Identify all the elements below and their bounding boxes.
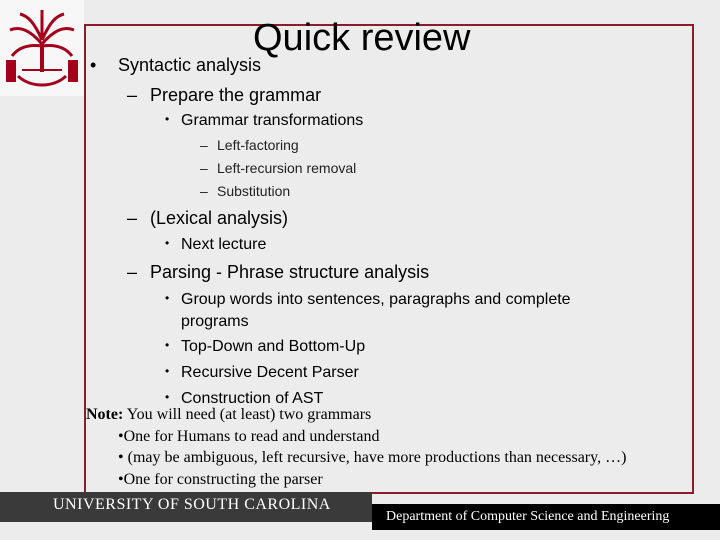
note-item-2: • (may be ambiguous, left recursive, have more productions than necessary, …) <box>118 449 627 466</box>
note-label: Note: <box>86 406 124 423</box>
bullet-transformations: Grammar transformations <box>181 112 364 129</box>
bullet-top-down: Top-Down and Bottom-Up <box>181 338 366 355</box>
note-text: You will need (at least) two grammars <box>123 406 372 423</box>
palmetto-logo-icon <box>0 0 84 96</box>
bullet-left-factoring: Left-factoring <box>217 137 299 153</box>
bullet-dash: – <box>127 85 138 105</box>
university-logo <box>0 0 84 96</box>
bullet-ast: Construction of AST <box>181 390 324 407</box>
bullet-dot: • <box>165 364 170 378</box>
bullet-dash: – <box>127 208 138 228</box>
note-item-3: •One for constructing the parser <box>118 471 323 488</box>
note-item-2-text: (may be ambiguous, left recursive, have more productions than necessary, …) <box>123 449 627 466</box>
bullet-recursive: Recursive Decent Parser <box>181 364 359 381</box>
bullet-syntactic: Syntactic analysis <box>118 55 262 75</box>
note-heading <box>86 406 371 424</box>
bullet-dash: – <box>200 183 208 199</box>
bullet-dot: • <box>165 112 170 126</box>
bullet-dot: • <box>165 338 170 352</box>
bullet-group-words-cont: programs <box>181 313 249 330</box>
bullet-dot: • <box>165 291 170 305</box>
note-item-1-text: One for Humans to read and understand <box>123 428 380 445</box>
bullet-dash: – <box>200 137 208 153</box>
bullet-prepare: Prepare the grammar <box>150 85 322 105</box>
bullet-parsing: Parsing - Phrase structure analysis <box>150 262 430 282</box>
bullet-left-recursion: Left-recursion removal <box>217 160 357 176</box>
bullet-dash: – <box>127 262 138 282</box>
slide-title: Quick review <box>253 17 471 59</box>
bullet-dot: • <box>90 55 97 75</box>
footer-department: Department of Computer Science and Engineering <box>372 504 720 530</box>
bullet-lexical: (Lexical analysis) <box>150 208 289 228</box>
bullet-next-lecture: Next lecture <box>181 236 267 253</box>
bullet-dash: – <box>200 160 208 176</box>
bullet-dot: • <box>165 390 170 404</box>
footer-university: UNIVERSITY OF SOUTH CAROLINA <box>0 492 372 522</box>
bullet-group-words: Group words into sentences, paragraphs and complete <box>181 291 571 308</box>
bullet-substitution: Substitution <box>217 183 291 199</box>
bullet-dot: • <box>165 236 170 250</box>
note-item-3-text: One for constructing the parser <box>123 471 323 488</box>
note-item-1: •One for Humans to read and understand <box>118 428 380 445</box>
